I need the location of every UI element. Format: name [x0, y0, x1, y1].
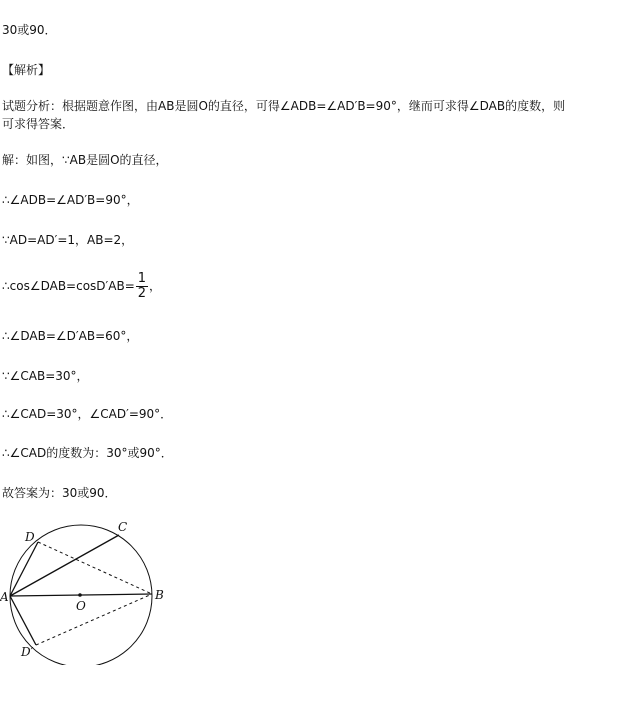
- solution-step-1: ∴∠ADB=∠AD′B=90°，: [2, 193, 139, 207]
- step3-suffix: ，: [149, 279, 162, 293]
- label-d: D: [25, 530, 35, 544]
- solution-step-5: ∵∠CAB=30°，: [2, 369, 89, 383]
- solution-step-4: ∴∠DAB=∠D′AB=60°，: [2, 329, 139, 343]
- segment-d-prime-b-dashed: [36, 594, 152, 645]
- answer-line: 30或90．: [2, 23, 57, 37]
- center-point: [78, 593, 82, 597]
- section-header: 【解析】: [2, 63, 51, 77]
- fraction-denominator: 2: [137, 286, 147, 301]
- analysis-line-2: 可求得答案．: [2, 117, 75, 131]
- solution-step-7: ∴∠CAD的度数为：30°或90°．: [2, 446, 173, 460]
- solution-step-6: ∴∠CAD=30°，∠CAD′=90°．: [2, 407, 173, 421]
- geometry-figure: [0, 515, 180, 665]
- label-d-prime: D′: [21, 645, 34, 659]
- solution-step-2: ∵AD=AD′=1，AB=2，: [2, 233, 134, 247]
- solution-step-3: [2, 272, 161, 301]
- label-o: O: [76, 599, 86, 613]
- final-answer: 故答案为：30或90．: [2, 486, 117, 500]
- fraction-numerator: 1: [137, 271, 147, 286]
- label-a: A: [0, 590, 9, 604]
- label-c: C: [118, 520, 128, 534]
- solution-intro: 解：如图，∵AB是圆O的直径，: [2, 153, 168, 167]
- cos-expression: ∴cos∠DAB=cosD′AB=: [2, 279, 135, 293]
- label-b: B: [155, 588, 164, 602]
- analysis-line-1: 试题分析：根据题意作图，由AB是圆O的直径，可得∠ADB=∠AD′B=90°，继而可求得∠DAB的度数，则: [2, 99, 566, 113]
- fraction: [136, 272, 148, 301]
